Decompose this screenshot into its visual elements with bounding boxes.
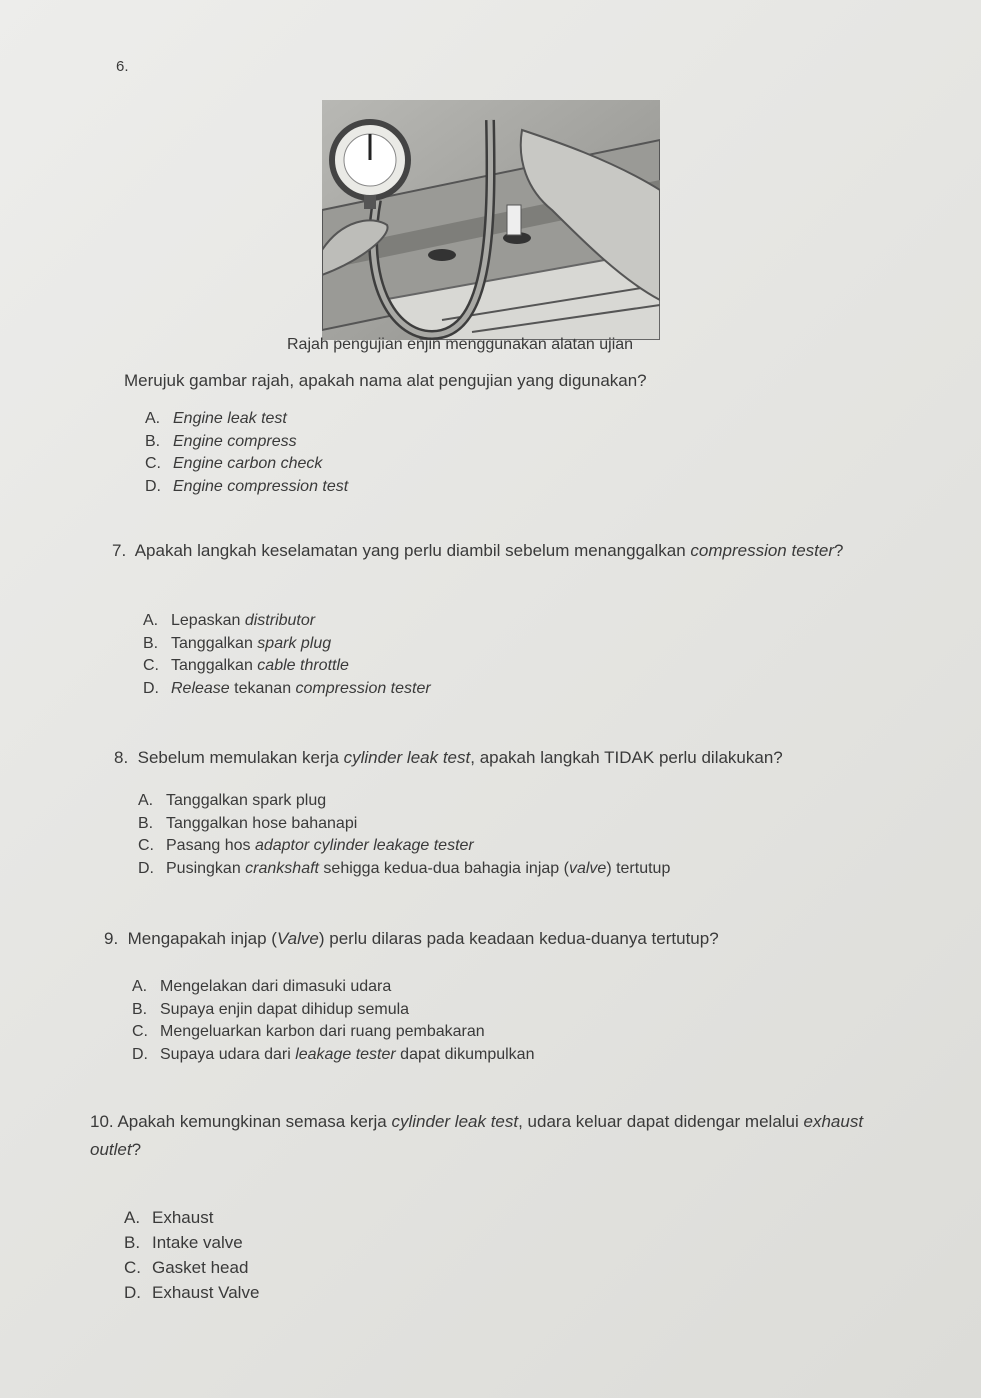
option-7b[interactable]: B. Tanggalkan spark plug — [143, 634, 332, 652]
figure-caption: Rajah pengujian enjin menggunakan alatan ujian — [287, 336, 634, 353]
question-number-6: 6. — [116, 58, 129, 75]
option-10c[interactable]: C. Gasket head — [124, 1258, 249, 1277]
question-8-text: 8. Sebelum memulakan kerja cylinder leak test, apakah langkah TIDAK perlu dilakukan? — [114, 748, 783, 767]
option-8a[interactable]: A. Tanggalkan spark plug — [138, 792, 327, 809]
compression-gauge-figure — [322, 100, 660, 340]
option-7d[interactable]: D. Release tekanan compression tester — [143, 679, 431, 697]
option-9c[interactable]: C. Mengeluarkan karbon dari ruang pembakaran — [132, 1023, 485, 1040]
option-6c[interactable]: C. Engine carbon check — [145, 455, 323, 472]
question-8-options — [138, 790, 670, 880]
option-10d[interactable]: D. Exhaust Valve — [124, 1283, 260, 1302]
option-6a[interactable]: A. Engine leak test — [145, 410, 287, 427]
question-6-text: Merujuk gambar rajah, apakah nama alat pengujian yang digunakan? — [124, 371, 647, 390]
option-7c[interactable]: C. Tanggalkan cable throttle — [143, 657, 349, 674]
option-8c[interactable]: C. Pasang hos adaptor cylinder leakage tester — [138, 837, 474, 854]
option-9a[interactable]: A. Mengelakan dari dimasuki udara — [132, 978, 392, 995]
option-9d[interactable]: D. Supaya udara dari leakage tester dapat dikumpulkan — [132, 1045, 535, 1063]
question-10-text: 10. Apakah kemungkinan semasa kerja cylinder leak test, udara keluar dapat didengar melalui exhaust outlet? — [90, 1112, 864, 1159]
question-6-options — [145, 408, 348, 498]
option-10a[interactable]: A. Exhaust — [124, 1208, 214, 1227]
option-6b[interactable]: B. Engine compress — [145, 432, 297, 450]
question-10-options — [124, 1205, 259, 1305]
option-7a[interactable]: A. Lepaskan distributor — [143, 612, 316, 629]
option-8b[interactable]: B. Tanggalkan hose bahanapi — [138, 814, 358, 832]
question-9-text: 9. Mengapakah injap (Valve) perlu dilaras pada keadaan kedua-duanya tertutup? — [104, 929, 719, 948]
question-7-text: 7. Apakah langkah keselamatan yang perlu diambil sebelum menanggalkan compression tester? — [112, 541, 844, 560]
question-9-options — [132, 976, 534, 1066]
option-6d[interactable]: D. Engine compression test — [145, 477, 349, 495]
option-10b[interactable]: B. Intake valve — [124, 1233, 243, 1252]
option-8d[interactable]: D. Pusingkan crankshaft sehigga kedua-dua bahagia injap (valve) tertutup — [138, 859, 671, 877]
option-9b[interactable]: B. Supaya enjin dapat dihidup semula — [132, 1000, 410, 1018]
question-7-options — [143, 610, 431, 700]
